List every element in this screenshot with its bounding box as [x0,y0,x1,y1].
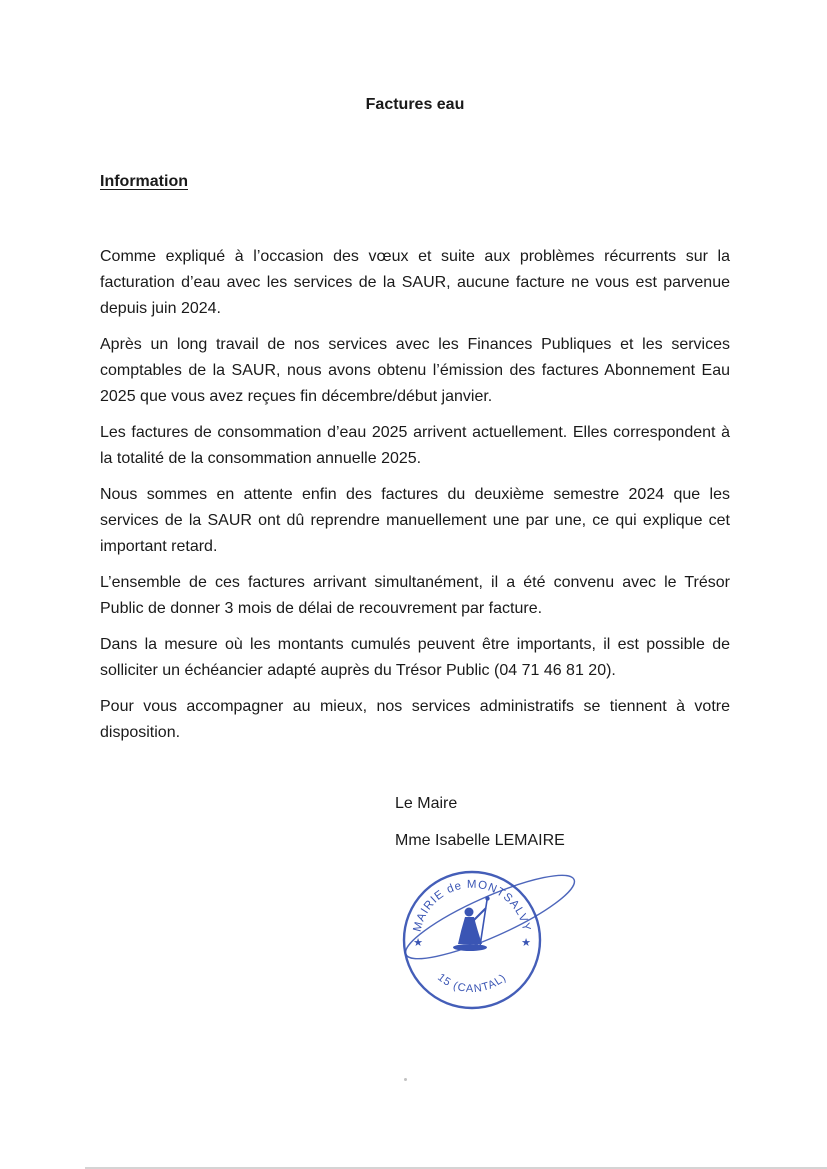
paragraph: Comme expliqué à l’occasion des vœux et suite aux problèmes récurrents sur la facturation d’eau avec les services de la SAUR, aucune facture ne vous est parvenue depuis juin 2024. [100,248,730,317]
paragraph: Nous sommes en attente enfin des factures du deuxième semestre 2024 que les services de la SAUR ont dû reprendre manuellement une par une, ce qui explique cet important retard. [100,486,730,555]
paragraph: L’ensemble de ces factures arrivant simultanément, il a été convenu avec le Trésor Public de donner 3 mois de délai de recouvrement par facture. [100,574,730,617]
stamp-figure-icon [453,896,490,951]
stray-mark [404,1078,407,1081]
stamp-bottom-text: 15 (CANTAL) [435,971,509,996]
signature-title: Le Maire [395,795,458,812]
mairie-stamp-seal-icon [370,855,590,1015]
stamp-top-text: MAIRIE de MONTSALVY [411,878,533,933]
stamp-star-right-icon: ★ [521,937,531,949]
paragraph: Les factures de consommation d’eau 2025 arrivent actuellement. Elles correspondent à la totalité de la consommation annuelle 2025. [100,424,730,467]
svg-text:15 (CANTAL) [435,972,509,996]
paragraph: Après un long travail de nos services avec les Finances Publiques et les services comptables de la SAUR, nous avons obtenu l’émission des factures Abonnement Eau 2025 que vous avez reçues fin décembre/début janvier. [100,336,730,405]
document-body [100,244,730,746]
signature-name: Mme Isabelle LEMAIRE [395,832,565,849]
stamp-star-left-icon: ★ [413,937,423,949]
document-title: Factures eau [365,96,465,113]
official-stamp [370,855,590,1015]
paragraph: Pour vous accompagner au mieux, nos services administratifs se tiennent à votre disposition. [100,698,730,741]
signature-block [395,794,730,851]
paragraph: Dans la mesure où les montants cumulés peuvent être importants, il est possible de solliciter un échéancier adapté auprès du Trésor Public (04 71 46 81 20). [100,636,730,679]
section-heading: Information [100,173,188,190]
document-content [0,95,827,1015]
